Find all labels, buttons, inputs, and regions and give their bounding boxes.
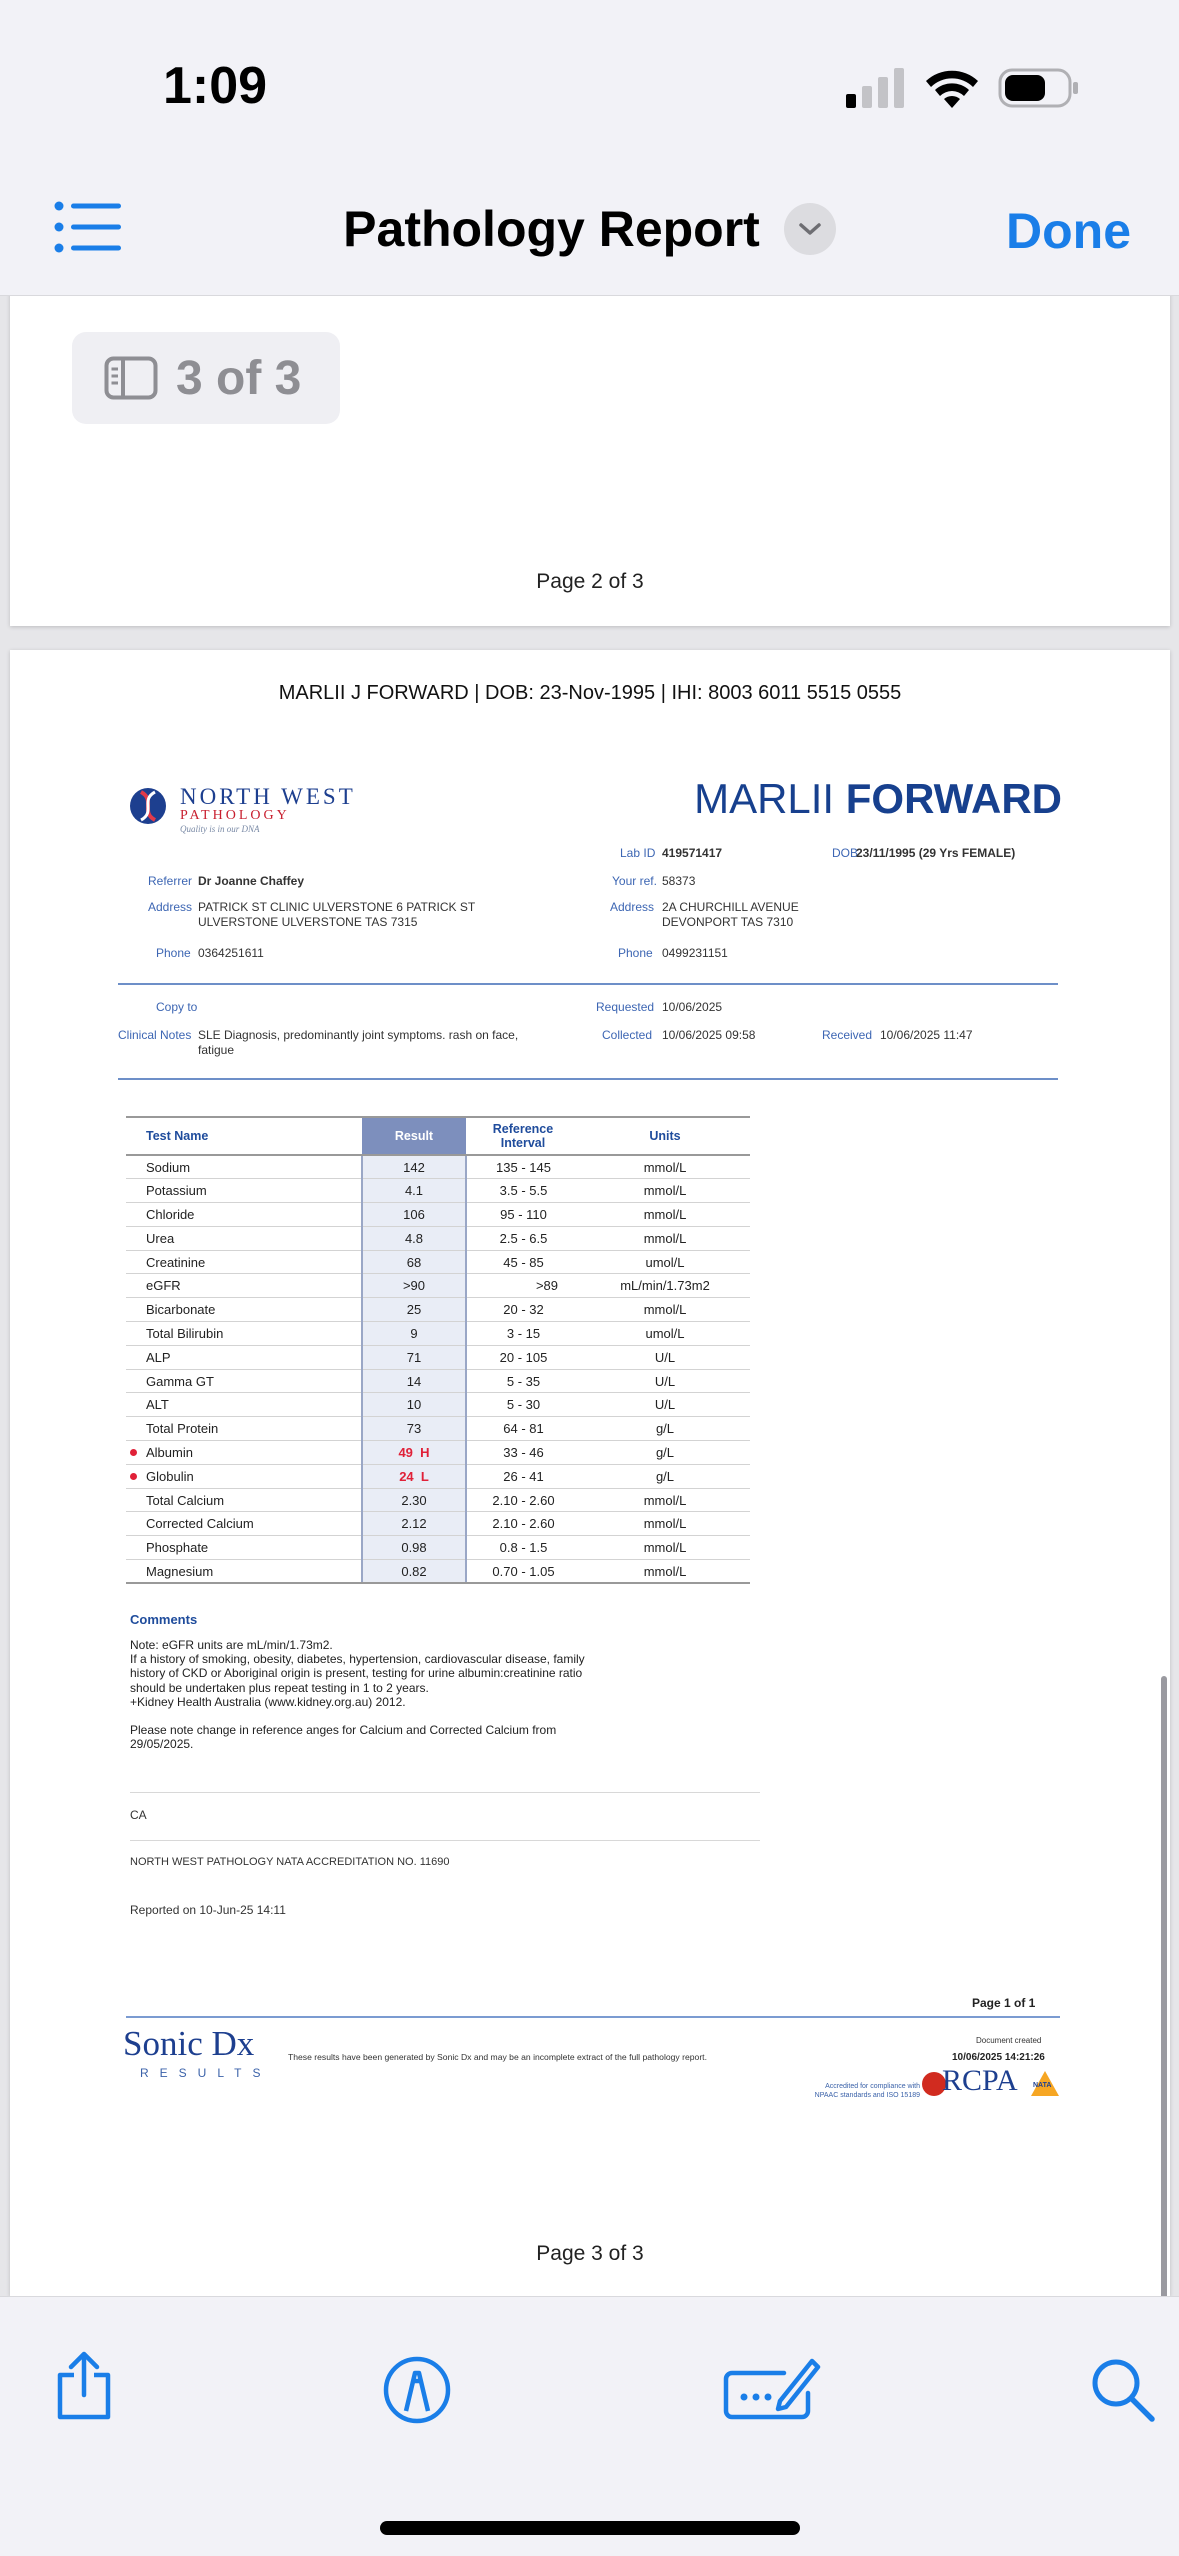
table-row: Bicarbonate 25 20 - 32 mmol/L (126, 1298, 750, 1322)
patient-name: MARLII FORWARD (694, 775, 1062, 822)
table-row: ALP 71 20 - 105 U/L (126, 1345, 750, 1369)
document-viewer[interactable] (0, 296, 1179, 2296)
page-2 (10, 296, 1170, 626)
referrer-address: PATRICK ST CLINIC ULVERSTONE 6 PATRICK ST ULVERSTONE ULVERSTONE TAS 7315 (198, 900, 475, 929)
form-fill-icon[interactable] (722, 2353, 822, 2423)
your-ref: 58373 (662, 874, 696, 888)
sonic-dx-logo: Sonic Dx (123, 2024, 255, 2063)
table-row: Gamma GT 14 5 - 35 U/L (126, 1369, 750, 1393)
lab-id: 419571417 (662, 846, 723, 860)
table-row: Potassium 4.1 3.5 - 5.5 mmol/L (126, 1179, 750, 1203)
report-header-line: MARLII J FORWARD | DOB: 23-Nov-1995 | IHI: 8003 6011 5515 0555 (278, 682, 902, 704)
initials: CA (130, 1808, 147, 1822)
search-icon[interactable] (1090, 2357, 1156, 2423)
table-row: Total Bilirubin 9 3 - 15 umol/L (126, 1322, 750, 1346)
table-row: ALT 10 5 - 30 U/L (126, 1393, 750, 1417)
doc-created: 10/06/2025 14:21:26 (952, 2052, 1045, 2063)
table-row-flagged: Albumin 49 H 33 - 46 g/L (126, 1441, 750, 1465)
lab-id-label: Lab ID (620, 846, 656, 860)
footer-divider (126, 2016, 1060, 2018)
header-result: Result (362, 1117, 466, 1155)
requested: 10/06/2025 (662, 1000, 723, 1014)
received: 10/06/2025 11:47 (880, 1028, 973, 1042)
nav-bar (0, 160, 1179, 296)
status-icons (840, 64, 1080, 114)
referrer-label: Referrer (148, 874, 193, 888)
status-bar (0, 0, 1179, 160)
home-indicator (380, 2521, 800, 2535)
bottom-toolbar (0, 2296, 1179, 2556)
dob: 23/11/1995 (29 Yrs FEMALE) (856, 846, 1016, 860)
doc-created-label: Document created (976, 2036, 1042, 2045)
wifi-icon (926, 71, 978, 108)
page-indicator[interactable] (72, 332, 340, 424)
footer-note: These results have been generated by Sonic Dx and may be an incomplete extract of the full pathology report. (288, 2052, 707, 2062)
your-ref-label: Your ref. (612, 874, 657, 888)
reported-on: Reported on 10-Jun-25 14:11 (130, 1903, 286, 1917)
nav-title-group[interactable] (0, 196, 1179, 262)
patient-phone-label: Phone (618, 946, 653, 960)
page-indicator-text: 3 of 3 (176, 351, 302, 405)
done-button[interactable]: Done (1006, 203, 1131, 259)
patient-phone: 0499231151 (662, 946, 728, 960)
divider (130, 1792, 760, 1793)
header-units: Units (580, 1117, 750, 1155)
header-reference: Reference Interval (466, 1117, 580, 1155)
table-row: eGFR >90 >89 mL/min/1.73m2 (126, 1274, 750, 1298)
table-row: Total Calcium 2.30 2.10 - 2.60 mmol/L (126, 1488, 750, 1512)
cellular-signal-icon (846, 68, 904, 108)
requested-label: Requested (596, 1000, 655, 1014)
table-row-flagged: Globulin 24 L 26 - 41 g/L (126, 1464, 750, 1488)
abnormal-flag-icon (130, 1449, 137, 1456)
page-2-label: Page 2 of 3 (536, 570, 644, 593)
scroll-indicator[interactable] (1161, 1676, 1167, 2296)
header-test-name: Test Name (126, 1117, 362, 1155)
north-west-pathology-logo: NORTH WEST PATHOLOGY Quality is in our DNA (120, 782, 380, 832)
table-row: Chloride 106 95 - 110 mmol/L (126, 1203, 750, 1227)
comments-title: Comments (130, 1612, 198, 1627)
clinical-notes-label: Clinical Notes (118, 1028, 192, 1042)
sidebar-icon (104, 356, 158, 400)
table-row: Sodium 142 135 - 145 mmol/L (126, 1155, 750, 1179)
page-3-label: Page 3 of 3 (536, 2242, 644, 2265)
referrer: Dr Joanne Chaffey (198, 874, 305, 888)
markup-icon[interactable] (382, 2355, 452, 2425)
rcpa-logo: RCPA (942, 2064, 1018, 2097)
comments-body: Note: eGFR units are mL/min/1.73m2. If a history of smoking, obesity, diabetes, hypertension, cardiovascular disease, family history of CKD or Aboriginal origin is present, testing for urine albumin:creatinine ratio should be undertaken plus repeat testing in 1 to 2 years. +Kidney Health Australia (www.kidney.org.au) 2012. Please note change in reference anges for Calcium and Corrected Calcium from 29/05/2025. (130, 1638, 585, 1752)
page-of: Page 1 of 1 (972, 1996, 1036, 2010)
nav-title[interactable]: Pathology Report (343, 201, 760, 257)
results-table (126, 1116, 750, 1584)
referrer-phone: 0364251611 (198, 946, 264, 960)
copy-to-label: Copy to (156, 1000, 198, 1014)
referrer-phone-label: Phone (156, 946, 191, 960)
dna-logo-icon (128, 786, 168, 826)
divider (130, 1840, 760, 1841)
sonic-dx-results: RESULTS (140, 2066, 272, 2080)
divider (118, 983, 1058, 985)
share-icon[interactable] (52, 2351, 116, 2421)
dob-label: DOB (832, 846, 859, 860)
received-label: Received (822, 1028, 873, 1042)
collected-label: Collected (602, 1028, 653, 1042)
patient-address-label: Address (610, 900, 655, 914)
referrer-address-label: Address (148, 900, 193, 914)
accreditation: NORTH WEST PATHOLOGY NATA ACCREDITATION NO. 11690 (130, 1856, 450, 1868)
chevron-down-icon[interactable] (784, 203, 836, 255)
nata-logo: NATA (1030, 2070, 1060, 2098)
table-row: Creatinine 68 45 - 85 umol/L (126, 1250, 750, 1274)
battery-icon (1000, 70, 1078, 106)
accredited-text: Accredited for compliance with NPAAC standards and ISO 15189 (814, 2083, 920, 2099)
table-row: Total Protein 73 64 - 81 g/L (126, 1417, 750, 1441)
status-time: 1:09 (163, 57, 268, 115)
abnormal-flag-icon (130, 1473, 137, 1480)
page-3 (10, 650, 1170, 2296)
table-row: Magnesium 0.82 0.70 - 1.05 mmol/L (126, 1560, 750, 1584)
clinical-notes: SLE Diagnosis, predominantly joint symptoms. rash on face, fatigue (198, 1028, 519, 1057)
table-row: Urea 4.8 2.5 - 6.5 mmol/L (126, 1226, 750, 1250)
table-row: Corrected Calcium 2.12 2.10 - 2.60 mmol/L (126, 1512, 750, 1536)
divider (118, 1078, 1058, 1080)
table-row: Phosphate 0.98 0.8 - 1.5 mmol/L (126, 1536, 750, 1560)
patient-address: 2A CHURCHILL AVENUE DEVONPORT TAS 7310 (662, 900, 799, 929)
collected: 10/06/2025 09:58 (662, 1028, 756, 1042)
